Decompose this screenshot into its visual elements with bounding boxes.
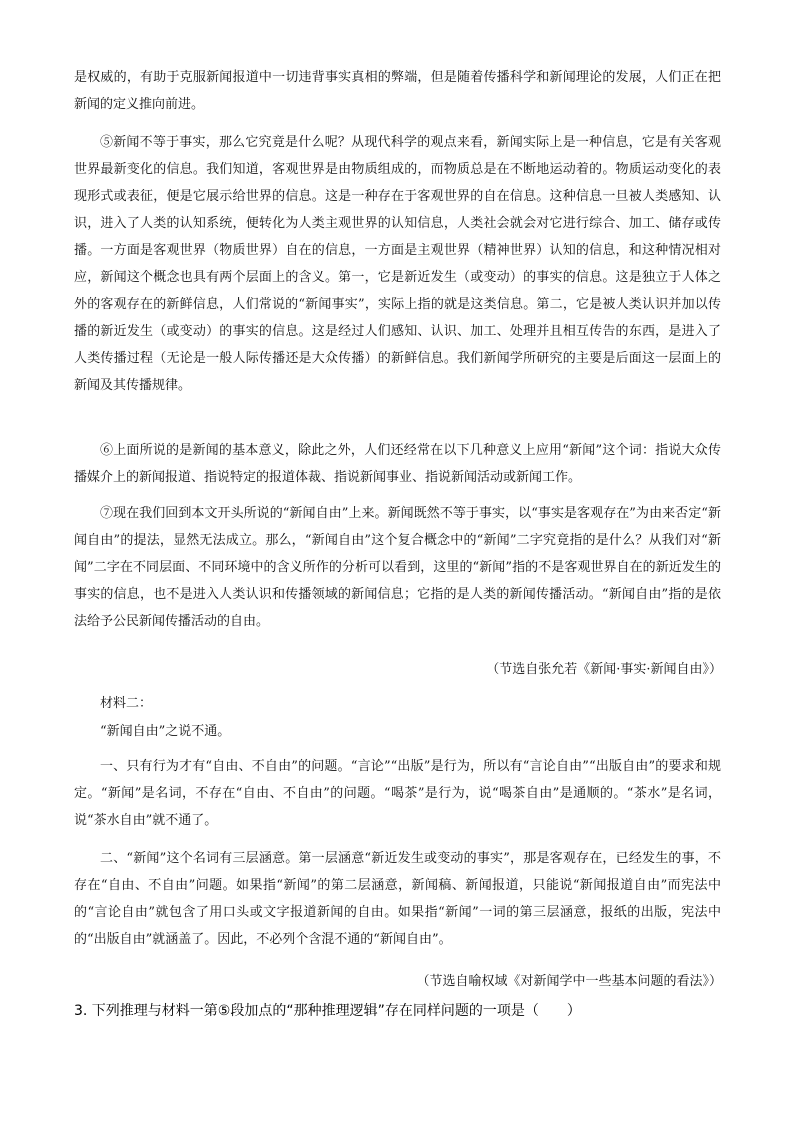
question-3: 3. 下列推理与材料一第⑤段加点的“那种推理逻辑”存在同样问题的一项是（ ） [74,1003,581,1019]
material-2-point-1: 一、只有行为才有“自由、不自由”的问题。“言论”“出版”是行为，所以有“言论自由”“出版自由”的要求和规定。“新闻”是名词，不存在“自由、不自由”的问题。“喝茶”是行为，说“喝茶自由”是通顺的。“茶水”是名词，说“茶水自由”就不通了。 [74,759,721,828]
paragraph-6: ⑥上面所说的是新闻的基本意义，除此之外，人们还经常在以下几种意义上应用“新闻”这个词：指说大众传播媒介上的新闻报道、指说特定的报道体裁、指说新闻事业、指说新闻活动或新闻工作。 [74,443,721,485]
paragraph-continued: 是权威的，有助于克服新闻报道中一切违背事实真相的弊端，但是随着传播科学和新闻理论的发展，人们正在把新闻的定义推向前进。 [74,70,721,112]
material-2-point-2: 二、“新闻”这个名词有三层涵意。第一层涵意“新近发生或变动的事实”，那是客观存在，已经发生的事，不存在“自由、不自由”问题。如果指“新闻”的第二层涵意，新闻稿、新闻报道，只能说“新闻报道自由”而宪法中的“言论自由”就包含了用口头或文字报道新闻的自由。如果指“新闻”一词的第三层涵意，报纸的出版，宪法中的“出版自由”就涵盖了。因此，不必列个含混不通的“新闻自由”。 [74,851,721,947]
material-2-label: 材料二： [100,696,153,711]
material-2-intro: “新闻自由”之说不通。 [100,724,231,739]
paragraph-5: ⑤新闻不等于事实，那么它究竟是什么呢？从现代科学的观点来看，新闻实际上是一种信息，它是有关客观世界最新变化的信息。我们知道，客观世界是由物质组成的，而物质总是在不断地运动着的。物质运动变化的表现形式或表征，便是它展示给世界的信息。这是一种存在于客观世界的自在信息。这种信息一旦被人类感知、认识，进入了人类的认知系统，便转化为人类主观世界的认知信息，人类社会就会对它进行综合、加工、储存或传播。一方面是客观世界（物质世界）自在的信息，一方面是主观世界（精神世界）认知的信息，和这种情况相对应，新闻这个概念也具有两个层面上的含义。第一，它是新近发生（或变动）的事实的信息。这是独立于人体之外的客观存在的新鲜信息，人们常说的“新闻事实”，实际上指的就是这类信息。第二，它是被人类认识并加以传播的新近发生（或变动）的事实的信息。这是经过人们感知、认识、加工、处理并且相互传告的东西，是进入了人类传播过程（无论是一般人际传播还是大众传播）的新鲜信息。我们新闻学所研究的主要是后面这一层面上的新闻及其传播规律。 [74,135,721,393]
source-citation-1: （节选自张允若《新闻·事实·新闻自由》） [486,662,722,677]
paragraph-7: ⑦现在我们回到本文开头所说的“新闻自由”上来。新闻既然不等于事实，以“事实是客观存在”为由来否定“新闻自由”的提法，显然无法成立。那么，“新闻自由”这个复合概念中的“新闻”二字究竟指的是什么？从我们对“新闻”二字在不同层面、不同环境中的含义所作的分析可以看到，这里的“新闻”指的不是客观世界自在的新近发生的事实的信息，也不是进入人类认识和传播领域的新闻信息；它指的是人类的新闻传播活动。“新闻自由”指的是依法给予公民新闻传播活动的自由。 [74,506,721,629]
source-citation-2: （节选自喻权域《对新闻学中一些基本问题的看法》） [416,974,722,989]
